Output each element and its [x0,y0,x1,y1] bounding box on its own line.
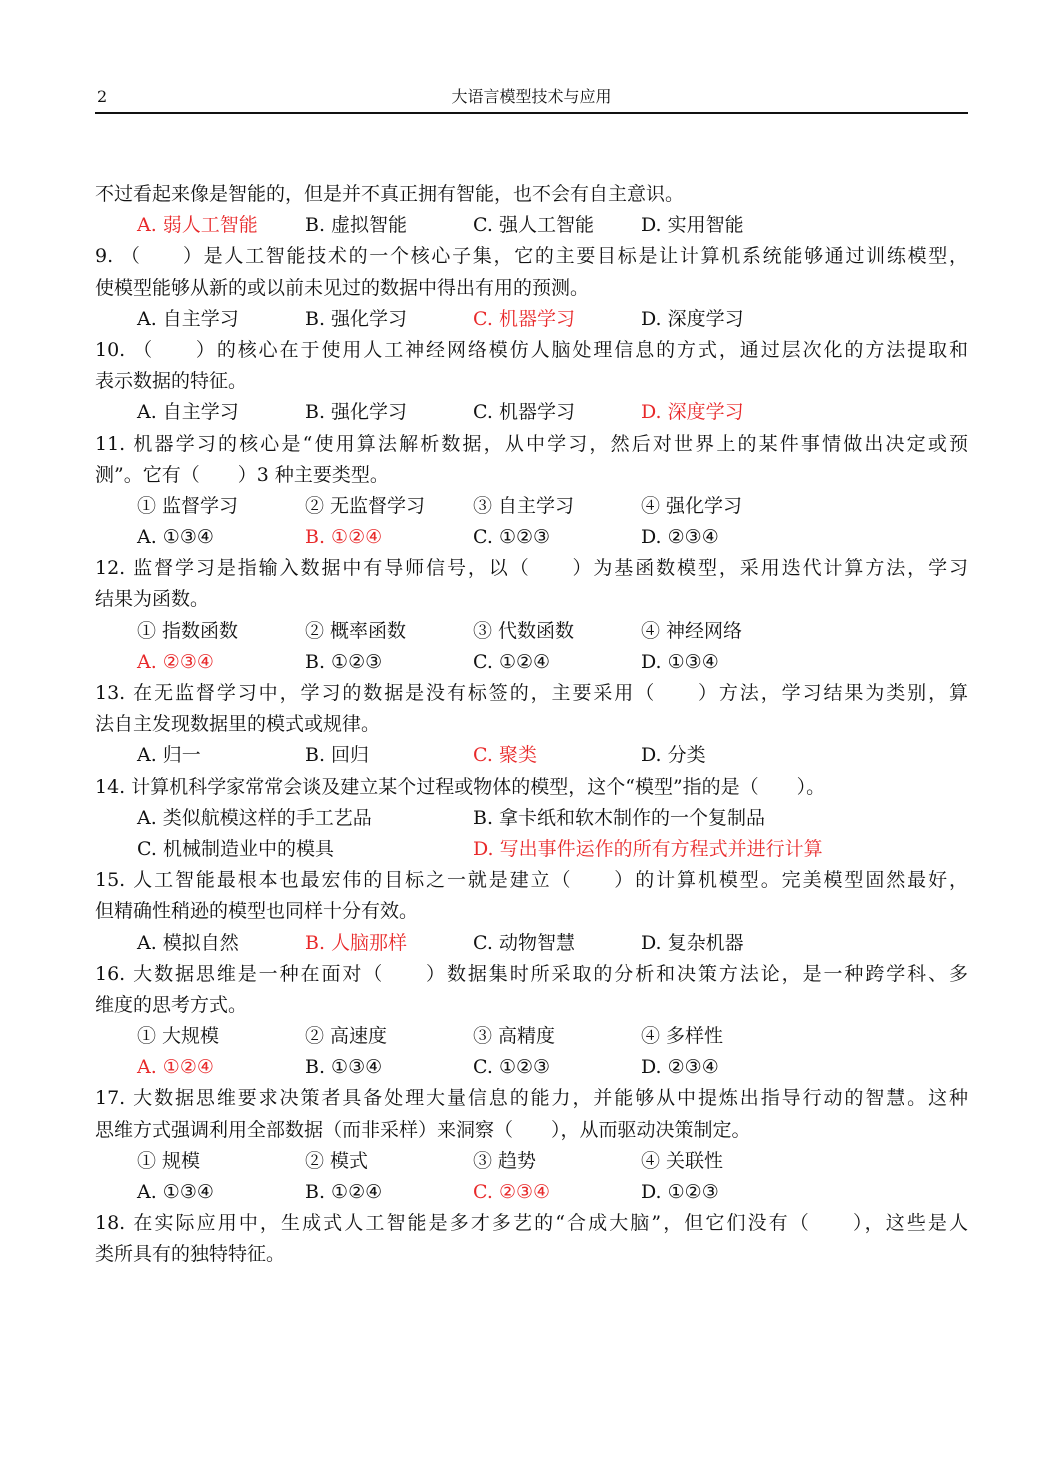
answer-option: B. 拿卡纸和软木制作的一个复制品 [473,806,766,829]
answer-options-row [95,491,968,522]
question-text-line: 但精确性稍逊的模型也同样十分有效。 [95,900,419,923]
answer-options-row [95,304,968,335]
answer-option: C. 机器学习 [473,401,575,424]
answer-options-row [95,740,968,771]
correct-answer-option: D. 深度学习 [641,401,744,424]
answer-option: D. ②③④ [641,526,719,549]
answer-option: ④ 神经网络 [641,619,743,642]
question-text-line: 10. （ ）的核心在于使用人工神经网络模仿人脑处理信息的方式，通过层次化的方法提取和 [95,338,968,361]
question-text-line: 表示数据的特征。 [95,370,248,393]
answer-option: ① 指数函数 [137,619,239,642]
answer-options-row [95,1052,968,1083]
answer-options-row [95,928,968,959]
answer-option: B. 回归 [305,744,370,767]
question-text-line: 11. 机器学习的核心是“使用算法解析数据，从中学习，然后对世界上的某件事情做出决定或预 [95,432,968,455]
answer-option: A. 归一 [137,744,201,767]
question-text-line: 18. 在实际应用中，生成式人工智能是多才多艺的“合成大脑”，但它们没有（ ），这些是人 [95,1212,968,1235]
answer-option: B. 强化学习 [305,307,408,330]
page-header [95,86,968,114]
question-text-line: 法自主发现数据里的模式或规律。 [95,713,381,736]
answer-option: C. 强人工智能 [473,214,594,237]
answer-options-row [95,616,968,647]
answer-option: ③ 高精度 [473,1025,556,1048]
correct-answer-option: D. 写出事件运作的所有方程式并进行计算 [473,837,823,860]
answer-options-row [95,803,968,834]
answer-option: ④ 多样性 [641,1025,724,1048]
answer-option: B. ①③④ [305,1056,383,1079]
answer-options-row [95,522,968,553]
answer-option: ④ 关联性 [641,1149,724,1172]
question-text-line: 15. 人工智能最根本也最宏伟的目标之一就是建立（ ）的计算机模型。完美模型固然最好， [95,869,968,892]
question-text-line: 思维方式强调利用全部数据（而非采样）来洞察（ ），从而驱动决策制定。 [95,1118,751,1141]
running-title: 大语言模型技术与应用 [451,87,612,106]
answer-option: D. ①②③ [641,1181,719,1203]
answer-option: ② 概率函数 [305,619,407,642]
answer-options-row [95,1146,968,1177]
answer-option: B. 强化学习 [305,401,408,424]
answer-option: D. 复杂机器 [641,931,744,954]
page-number: 2 [97,87,108,106]
correct-answer-option: A. 弱人工智能 [137,214,258,237]
answer-option: ④ 强化学习 [641,494,743,517]
question-text-line: 17. 大数据思维要求决策者具备处理大量信息的能力，并能够从中提炼出指导行动的智慧。这种 [95,1087,968,1110]
answer-option: C. 动物智慧 [473,931,575,954]
answer-option: ① 规模 [137,1149,201,1172]
question-text-line: 9. （ ）是人工智能技术的一个核心子集，它的主要目标是让计算机系统能够通过训练模型， [95,245,968,268]
answer-option: C. ①②④ [473,650,551,673]
answer-option: ② 模式 [305,1149,369,1172]
answer-option: ① 监督学习 [137,494,239,517]
answer-option: ② 无监督学习 [305,494,426,517]
answer-options-row [95,1021,968,1052]
answer-option: ③ 趋势 [473,1149,537,1172]
answer-options-row [95,397,968,428]
question-text-line: 16. 大数据思维是一种在面对（ ）数据集时所采取的分析和决策方法论，是一种跨学科、多 [95,962,968,985]
answer-option: B. 虚拟智能 [305,214,408,237]
correct-answer-option: B. ①②④ [305,526,383,549]
answer-options-row [95,834,968,865]
answer-option: A. 自主学习 [137,307,239,330]
answer-option: D. ①③④ [641,650,719,673]
answer-option: C. ①②③ [473,1056,551,1079]
question-text-line: 14. 计算机科学家常常会谈及建立某个过程或物体的模型，这个“模型”指的是（ ）。 [95,775,826,798]
answer-option: D. 实用智能 [641,214,744,237]
answer-option: A. 自主学习 [137,401,239,424]
correct-answer-option: A. ①②④ [137,1056,214,1079]
correct-answer-option: B. 人脑那样 [305,931,408,954]
answer-option: A. ①③④ [137,526,214,549]
answer-option: ① 大规模 [137,1025,220,1048]
answer-option: C. ①②③ [473,526,551,549]
answer-option: ② 高速度 [305,1025,388,1048]
question-text-line: 不过看起来像是智能的，但是并不真正拥有智能，也不会有自主意识。 [95,183,685,205]
question-text-line: 维度的思考方式。 [95,993,248,1016]
answer-option: B. ①②③ [305,650,383,673]
question-text-line: 结果为函数。 [95,588,210,611]
answer-option: B. ①②④ [305,1181,383,1203]
question-text-line: 类所具有的独特特征。 [95,1243,286,1266]
answer-option: D. 深度学习 [641,307,744,330]
correct-answer-option: C. 机器学习 [473,307,575,330]
answer-options-row [95,1177,968,1208]
answer-options-row [95,210,968,241]
answer-option: ③ 自主学习 [473,494,575,517]
answer-option: D. 分类 [641,744,706,767]
answer-option: A. 模拟自然 [137,931,239,954]
correct-answer-option: C. ②③④ [473,1181,551,1203]
question-content [95,179,968,1271]
question-text-line: 测”。它有（ ）3 种主要类型。 [95,463,389,486]
answer-option: C. 机械制造业中的模具 [137,837,334,860]
answer-option: A. 类似航模这样的手工艺品 [137,806,372,829]
answer-option: ③ 代数函数 [473,619,575,642]
question-text-line: 使模型能够从新的或以前未见过的数据中得出有用的预测。 [95,276,590,299]
answer-option: A. ①③④ [137,1181,214,1203]
correct-answer-option: A. ②③④ [137,650,214,673]
correct-answer-option: C. 聚类 [473,744,537,767]
question-text-line: 12. 监督学习是指输入数据中有导师信号，以（ ）为基函数模型，采用迭代计算方法，学习 [95,557,968,580]
question-text-line: 13. 在无监督学习中，学习的数据是没有标签的，主要采用（ ）方法，学习结果为类别，算 [95,682,968,704]
answer-option: D. ②③④ [641,1056,719,1079]
answer-options-row [95,647,968,678]
